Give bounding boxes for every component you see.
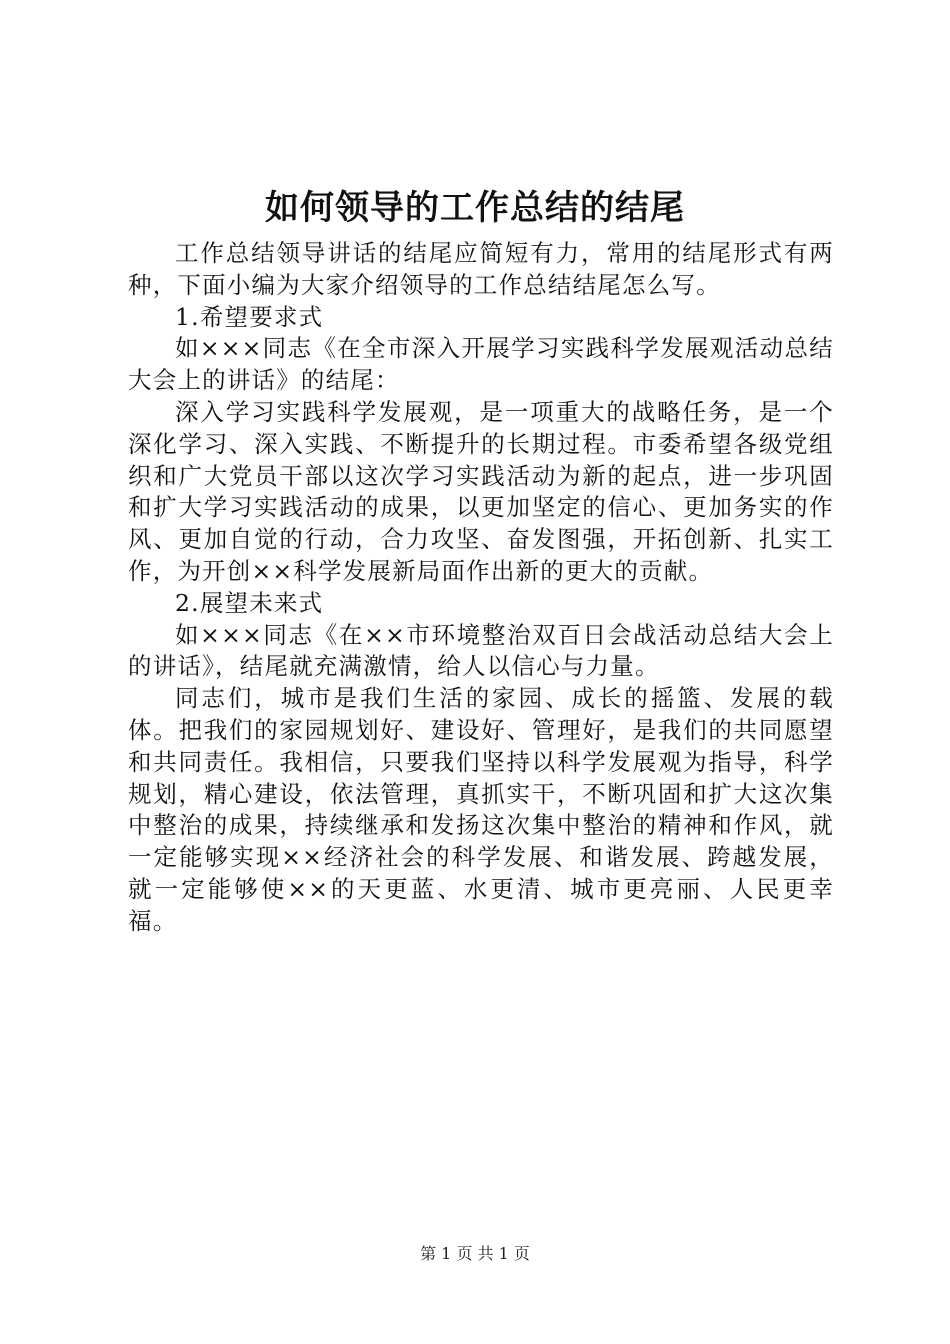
page-footer: 第 1 页 共 1 页 bbox=[420, 1244, 530, 1263]
example-intro-paragraph-2: 如×××同志《在××市环境整治双百日会战活动总结大会上的讲话》，结尾就充满激情，给人以信心与力量。 bbox=[128, 620, 834, 681]
document-body bbox=[128, 238, 834, 938]
example-intro-paragraph-1: 如×××同志《在全市深入开展学习实践科学发展观活动总结大会上的讲话》的结尾： bbox=[128, 334, 834, 395]
section-heading-1: 1.希望要求式 bbox=[175, 302, 324, 331]
example-quote-paragraph-2: 同志们，城市是我们生活的家园、成长的摇篮、发展的载体。把我们的家园规划好、建设好、管理好，是我们的共同愿望和共同责任。我相信，只要我们坚持以科学发展观为指导，科学规划，精心建设，依法管理，真抓实干，不断巩固和扩大这次集中整治的成果，持续继承和发扬这次集中整治的精神和作风，就一定能够实现××经济社会的科学发展、和谐发展、跨越发展，就一定能够使××的天更蓝、水更清、城市更亮丽、人民更幸福。 bbox=[128, 684, 834, 935]
section-heading-2: 2.展望未来式 bbox=[175, 588, 324, 617]
page-title: 如何领导的工作总结的结尾 bbox=[265, 188, 685, 228]
example-quote-paragraph-1: 深入学习实践科学发展观，是一项重大的战略任务，是一个深化学习、深入实践、不断提升的长期过程。市委希望各级党组织和广大党员干部以这次学习实践活动为新的起点，进一步巩固和扩大学习实践活动的成果，以更加坚定的信心、更加务实的作风、更加自觉的行动，合力攻坚、奋发图强，开拓创新、扎实工作，为开创××科学发展新局面作出新的更大的贡献。 bbox=[128, 397, 834, 585]
intro-paragraph: 工作总结领导讲话的结尾应简短有力，常用的结尾形式有两种，下面小编为大家介绍领导的工作总结结尾怎么写。 bbox=[128, 239, 834, 299]
